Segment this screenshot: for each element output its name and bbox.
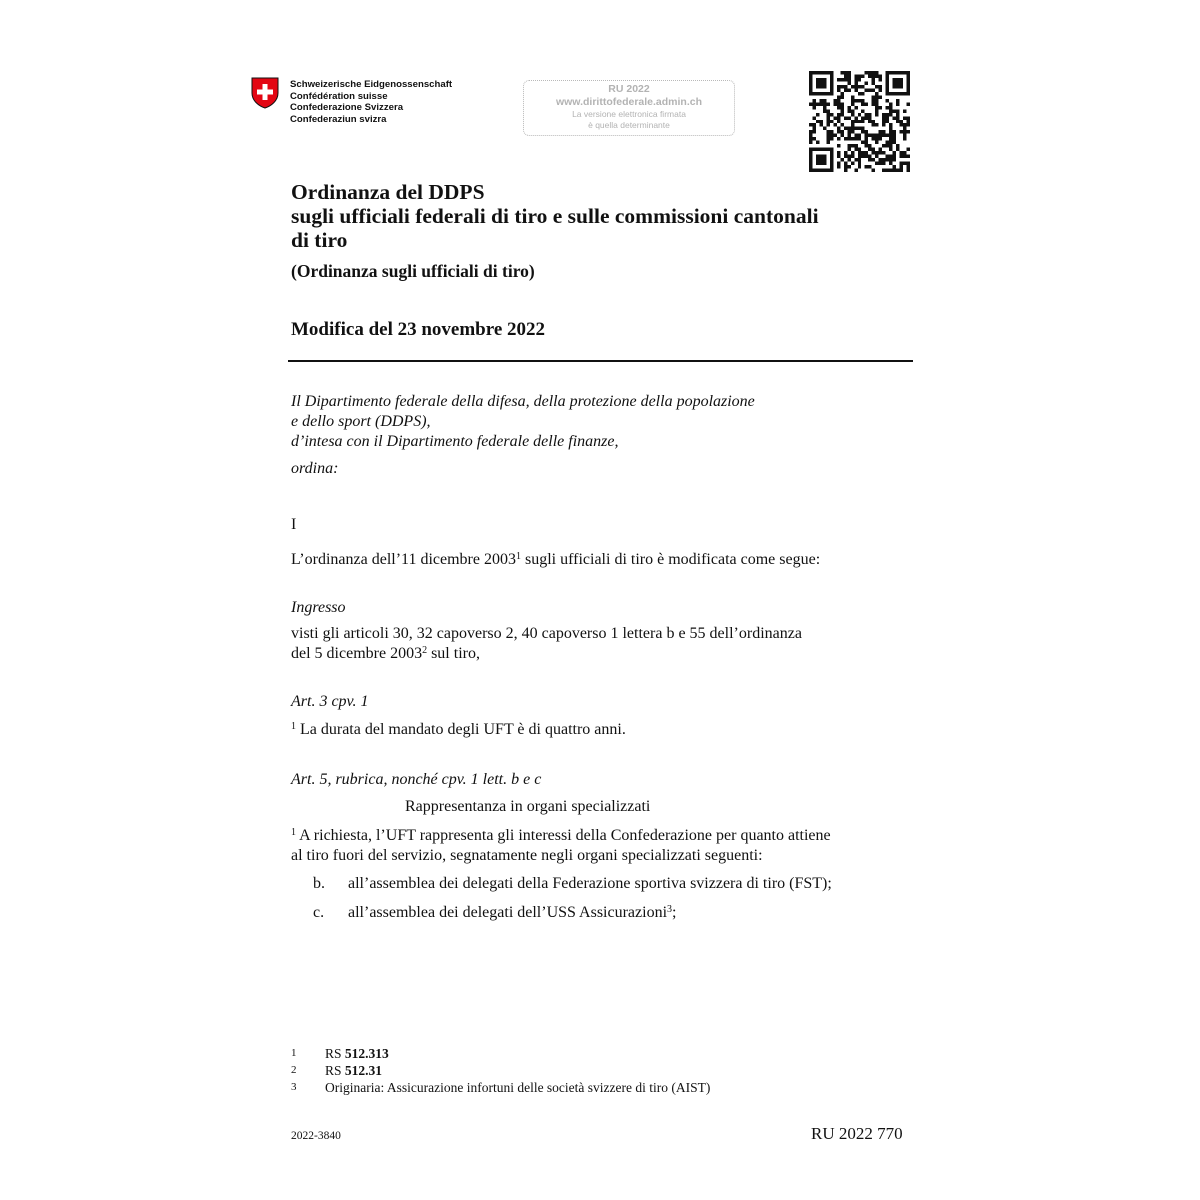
- official-publication-stamp: [523, 80, 735, 136]
- federation-names: [290, 79, 452, 125]
- preamble-line-3: d’intesa con il Dipartimento federale delle finanze,: [291, 433, 619, 450]
- list-item-text: all’assemblea dei delegati della Federazione sportiva svizzera di tiro (FST);: [348, 875, 832, 892]
- art3-text: La durata del mandato degli UFT è di quattro anni.: [296, 721, 626, 738]
- ingresso-text: [291, 624, 802, 664]
- art5-paragraph: [291, 826, 831, 866]
- preamble: [291, 392, 755, 452]
- art3-heading: Art. 3 cpv. 1: [291, 693, 369, 710]
- section-numeral: I: [291, 516, 297, 533]
- title-line-2: sugli ufficiali federali di tiro e sulle commissioni cantonali: [291, 204, 819, 228]
- footnote-prefix: RS: [325, 1063, 345, 1078]
- footnote-rs-number[interactable]: 512.31: [344, 1063, 383, 1078]
- footnote-ref-1[interactable]: 1: [515, 551, 521, 562]
- ingresso-line-2-after: sul tiro,: [427, 645, 480, 662]
- art5-line-1-text: A richiesta, l’UFT rappresenta gli interessi della Confederazione per quanto attiene: [296, 827, 831, 844]
- qr-code-icon: [809, 71, 910, 172]
- footnote-text: Originaria: Assicurazione infortuni delle società svizzere di tiro (AIST): [325, 1080, 711, 1095]
- footnote-number: 1: [291, 1047, 297, 1059]
- list-item-letter: b.: [313, 875, 325, 892]
- preamble-ordina: ordina:: [291, 460, 339, 477]
- federation-name-it: Confederazione Svizzera: [290, 102, 404, 113]
- federation-name-de: Schweizerische Eidgenossenschaft: [290, 79, 453, 90]
- art5-line-2: al tiro fuori del servizio, segnatamente negli organi specializzati seguenti:: [291, 847, 763, 864]
- federation-name-fr: Confédération suisse: [290, 90, 388, 102]
- stamp-note-line2: è quella determinante: [588, 119, 670, 130]
- list-item: [313, 903, 676, 923]
- art5-rubrica: Rappresentanza in organi specializzati: [405, 798, 651, 815]
- ru-reference: RU 2022 770: [811, 1124, 903, 1143]
- ingresso-line-2-before: del 5 dicembre 2003: [291, 645, 423, 662]
- paragraph-number: 1: [291, 827, 296, 838]
- swiss-coat-of-arms-icon: [251, 77, 279, 109]
- preamble-line-2: e dello sport (DDPS),: [291, 413, 431, 430]
- short-title: (Ordinanza sugli ufficiali di tiro): [291, 261, 535, 281]
- stamp-ru: RU 2022: [608, 83, 650, 95]
- footnote-rs-number[interactable]: 512.313: [344, 1046, 389, 1061]
- footnote-2: [291, 1063, 382, 1078]
- amendment-intro: [291, 550, 820, 570]
- list-item-letter: c.: [313, 904, 325, 921]
- stamp-link[interactable]: www.dirittofederale.admin.ch: [555, 96, 703, 108]
- footnote-number: 2: [291, 1064, 297, 1076]
- list-item-text: all’assemblea dei delegati dell’USS Assicurazioni: [348, 904, 668, 921]
- paragraph-number: 1: [291, 721, 296, 732]
- footnote-3: [291, 1080, 710, 1095]
- title-divider: [288, 360, 913, 362]
- list-item: [313, 874, 832, 894]
- ingresso-line-1: visti gli articoli 30, 32 capoverso 2, 40 capoverso 1 lettera b e 55 dell’ordinanza: [291, 625, 802, 642]
- title-line-3: di tiro: [291, 228, 348, 252]
- art5-line-1: [291, 826, 831, 846]
- title-line-1: Ordinanza del DDPS: [291, 180, 485, 204]
- stamp-note-line1: La versione elettronica firmata: [572, 109, 686, 119]
- ingresso-heading: Ingresso: [291, 599, 346, 616]
- footnote-ref-3[interactable]: 3: [667, 904, 673, 915]
- document-number: 2022-3840: [291, 1130, 341, 1142]
- amendment-date: Modifica del 23 novembre 2022: [291, 319, 546, 340]
- intro-text-before: L’ordinanza dell’11 dicembre 2003: [291, 551, 516, 568]
- list-item-end: ;: [672, 904, 677, 921]
- footnote-ref-2[interactable]: 2: [422, 645, 428, 656]
- footnote-prefix: RS: [325, 1046, 345, 1061]
- ingresso-line-2: [291, 644, 802, 664]
- document-title: [291, 180, 819, 252]
- preamble-line-1: Il Dipartimento federale della difesa, della protezione della popolazione: [291, 393, 755, 410]
- footnote-number: 3: [291, 1081, 297, 1093]
- footnote-1: [291, 1046, 389, 1061]
- federation-name-rm: Confederaziun svizra: [290, 113, 387, 125]
- art3-paragraph: [291, 720, 626, 740]
- intro-text-after: sugli ufficiali di tiro è modificata come segue:: [520, 551, 821, 568]
- art5-heading: Art. 5, rubrica, nonché cpv. 1 lett. b e c: [291, 771, 542, 788]
